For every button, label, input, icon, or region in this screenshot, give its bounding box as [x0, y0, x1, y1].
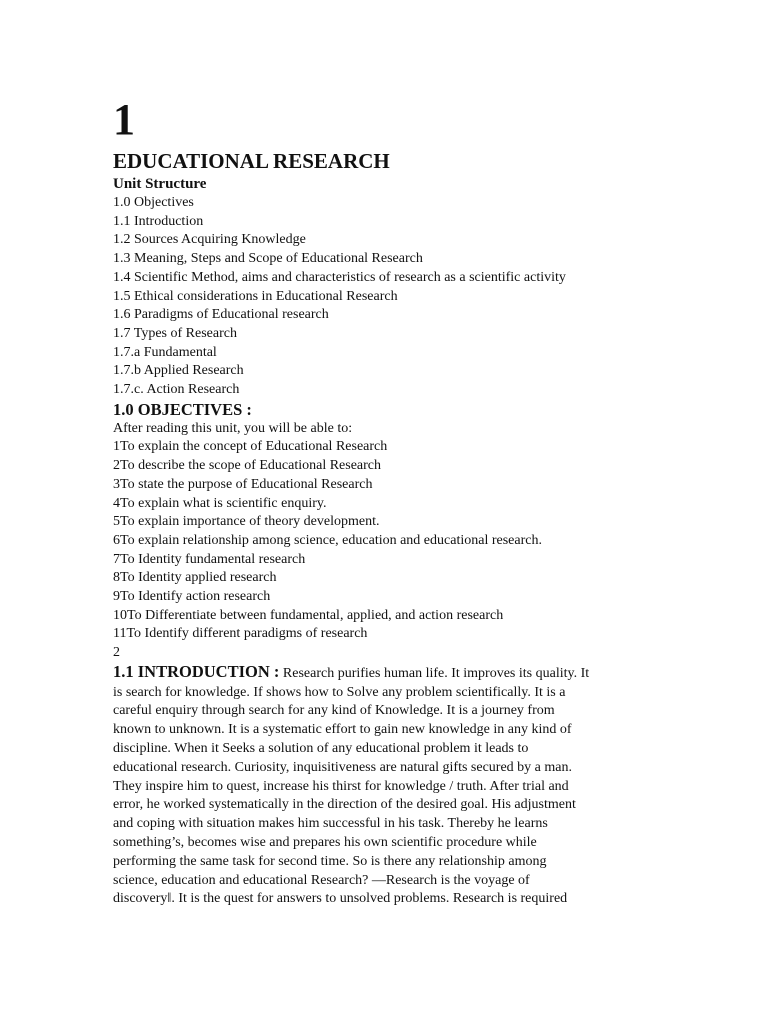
objective-item: 5To explain importance of theory development.: [113, 514, 380, 530]
page-marker: 2: [113, 645, 120, 661]
objective-item: 10To Differentiate between fundamental, applied, and action research: [113, 607, 504, 623]
introduction-line: educational research. Curiosity, inquisitiveness are natural gifts secured by a man.: [113, 759, 572, 775]
introduction-line: Research purifies human life. It improves its quality. It: [279, 665, 590, 681]
objective-item: 1To explain the concept of Educational Research: [113, 439, 388, 455]
unit-structure-item: 1.5 Ethical considerations in Educational Research: [113, 288, 398, 304]
introduction-line: something’s, becomes wise and prepares his own scientific procedure while: [113, 835, 537, 851]
unit-structure-item: 1.6 Paradigms of Educational research: [113, 307, 329, 323]
objective-item: 4To explain what is scientific enquiry.: [113, 495, 327, 511]
unit-structure-item: 1.7.a Fundamental: [113, 344, 217, 360]
objective-item: 2To describe the scope of Educational Research: [113, 458, 382, 474]
objectives-list: [113, 438, 633, 644]
objectives-heading: 1.0 OBJECTIVES :: [113, 399, 252, 419]
unit-structure-item: 1.7.c. Action Research: [113, 382, 240, 398]
unit-structure-item: 1.1 Introduction: [113, 213, 204, 229]
objectives-intro: After reading this unit, you will be able to:: [113, 420, 353, 436]
unit-structure-item: 1.2 Sources Acquiring Knowledge: [113, 232, 306, 248]
unit-structure-heading: Unit Structure: [113, 176, 207, 192]
objective-item: 3To state the purpose of Educational Research: [113, 476, 373, 492]
objective-item: 6To explain relationship among science, education and educational research.: [113, 532, 542, 548]
introduction-line: and coping with situation makes him successful in his task. Thereby he learns: [113, 816, 548, 832]
introduction-heading: 1.1 INTRODUCTION :: [113, 661, 280, 681]
introduction-line: error, he worked systematically in the direction of the desired goal. His adjustment: [113, 797, 576, 813]
unit-structure-item: 1.0 Objectives: [113, 195, 194, 210]
objective-item: 8To Identity applied research: [113, 570, 277, 586]
unit-structure-item: 1.3 Meaning, Steps and Scope of Educational Research: [113, 251, 423, 267]
unit-structure-item: 1.7 Types of Research: [113, 325, 237, 341]
introduction-line: performing the same task for second time. So is there any relationship among: [113, 853, 547, 869]
introduction-line: is search for knowledge. If shows how to Solve any problem scientifically. It is a: [113, 684, 566, 700]
objective-item: 7To Identity fundamental research: [113, 551, 306, 567]
introduction-line: science, education and educational Research? ―Research is the voyage of: [113, 872, 530, 888]
document-page: [113, 92, 633, 909]
objective-item: 9To Identify action research: [113, 589, 271, 605]
introduction-line: discipline. When it Seeks a solution of any educational problem it leads to: [113, 741, 529, 757]
introduction-line: They inspire him to quest, increase his thirst for knowledge / truth. After trial and: [113, 778, 569, 794]
introduction-line: careful enquiry through search for any kind of Knowledge. It is a journey from: [113, 703, 555, 719]
chapter-title: EDUCATIONAL RESEARCH: [113, 149, 390, 173]
introduction-line: discovery‖. It is the quest for answers to unsolved problems. Research is required: [113, 891, 568, 907]
unit-structure-list: [113, 194, 633, 400]
unit-structure-item: 1.7.b Applied Research: [113, 363, 244, 379]
introduction-paragraph: [113, 663, 633, 909]
unit-structure-item: 1.4 Scientific Method, aims and characteristics of research as a scientific activity: [113, 269, 566, 285]
introduction-first-line: [113, 663, 633, 684]
introduction-line: known to unknown. It is a systematic effort to gain new knowledge in any kind of: [113, 722, 572, 738]
chapter-number: 1: [113, 95, 135, 144]
objective-item: 11To Identify different paradigms of research: [113, 626, 368, 642]
